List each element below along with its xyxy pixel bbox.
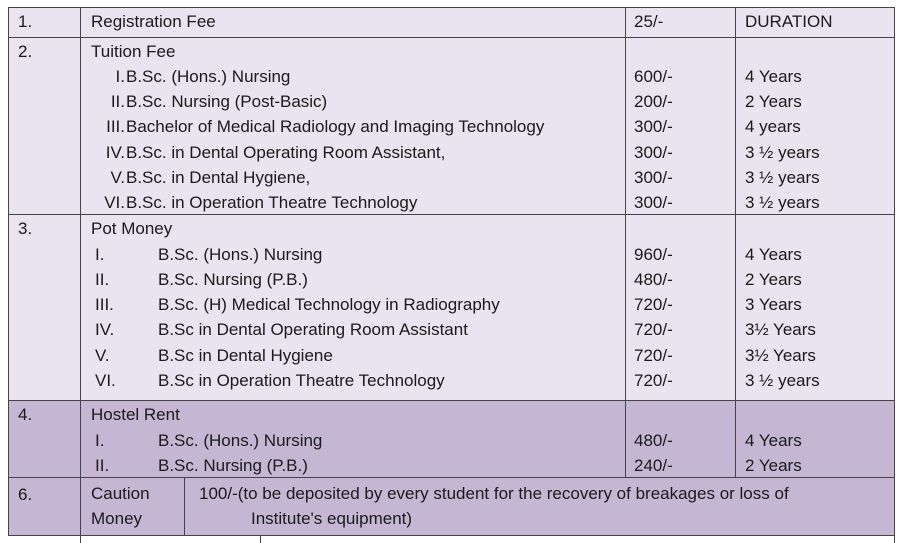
row-title: Registration Fee [91, 12, 216, 31]
item-number: II. [95, 456, 110, 475]
row-amount: 25/- [634, 12, 664, 31]
item-number: I. [115, 67, 125, 86]
duration-header: DURATION [745, 12, 833, 31]
item-name: Bachelor of Medical Radiology and Imaging Technology [126, 117, 545, 136]
caution-text-line1: 100/-(to be deposited by every student for the recovery of breakages or loss of [199, 484, 789, 503]
row-number: 4. [18, 405, 33, 424]
item-amount: 480/- [634, 270, 673, 289]
item-number: IV. [95, 320, 115, 339]
item-name: B.Sc. in Dental Hygiene, [126, 168, 311, 187]
item-duration: 4 years [745, 117, 801, 136]
item-name: B.Sc in Dental Operating Room Assistant [158, 320, 468, 339]
item-duration: 3 Years [745, 295, 802, 314]
row-number: 2. [18, 42, 33, 61]
item-name: B.Sc. in Dental Operating Room Assistant, [126, 143, 446, 162]
item-number: VI. [104, 193, 125, 212]
item-number: V. [95, 346, 110, 365]
item-number: II. [95, 270, 110, 289]
fee-row-pot-money [8, 214, 895, 400]
row-title: Hostel Rent [91, 405, 180, 424]
item-name: B.Sc. Nursing (P.B.) [158, 456, 308, 475]
fee-row-hostel-rent [8, 400, 895, 477]
table-divider [260, 535, 261, 543]
item-duration: 2 Years [745, 270, 802, 289]
item-name: B.Sc. in Operation Theatre Technology [126, 193, 418, 212]
row-number: 3. [18, 219, 33, 238]
row-number: 6. [18, 485, 33, 504]
item-duration: 3 ½ years [745, 193, 820, 212]
item-duration: 3½ Years [745, 320, 816, 339]
item-duration: 4 Years [745, 431, 802, 450]
item-number: III. [95, 295, 114, 314]
item-duration: 3½ Years [745, 346, 816, 365]
item-number: II. [110, 92, 125, 111]
item-amount: 720/- [634, 346, 673, 365]
item-name: B.Sc. (Hons.) Nursing [158, 245, 323, 264]
item-duration: 3 ½ years [745, 143, 820, 162]
item-name: B.Sc in Operation Theatre Technology [158, 371, 445, 390]
fee-row-tuition [8, 37, 895, 214]
table-divider [80, 535, 81, 543]
item-number: IV. [105, 143, 125, 162]
item-duration: 4 Years [745, 67, 802, 86]
item-number: III. [106, 117, 125, 136]
item-number: I. [95, 431, 105, 450]
item-name: B.Sc. Nursing (Post-Basic) [126, 92, 328, 111]
item-duration: 2 Years [745, 92, 802, 111]
item-name: B.Sc. Nursing (P.B.) [158, 270, 308, 289]
item-duration: 2 Years [745, 456, 802, 475]
table-divider [894, 535, 895, 543]
item-amount: 720/- [634, 295, 673, 314]
row-title: Pot Money [91, 219, 173, 238]
item-amount: 720/- [634, 320, 673, 339]
item-amount: 300/- [634, 193, 673, 212]
item-duration: 3 ½ years [745, 168, 820, 187]
fee-row-caution-money [8, 477, 895, 535]
item-number: I. [95, 245, 105, 264]
item-amount: 300/- [634, 143, 673, 162]
item-amount: 600/- [634, 67, 673, 86]
item-amount: 960/- [634, 245, 673, 264]
item-amount: 300/- [634, 168, 673, 187]
table-bottom-border [8, 535, 895, 536]
item-duration: 3 ½ years [745, 371, 820, 390]
caution-text-line2: Institute's equipment) [251, 509, 413, 528]
item-name: B.Sc. (Hons.) Nursing [126, 67, 291, 86]
row-title-line2: Money [91, 509, 143, 528]
fee-row-registration [8, 7, 895, 37]
item-name: B.Sc. (Hons.) Nursing [158, 431, 323, 450]
row-title: Tuition Fee [91, 42, 176, 61]
item-name: B.Sc in Dental Hygiene [158, 346, 333, 365]
item-amount: 480/- [634, 431, 673, 450]
item-amount: 200/- [634, 92, 673, 111]
item-amount: 300/- [634, 117, 673, 136]
row-number: 1. [18, 12, 33, 31]
row-title-line1: Caution [91, 484, 150, 503]
item-number: V. [110, 168, 125, 187]
item-amount: 720/- [634, 371, 673, 390]
item-name: B.Sc. (H) Medical Technology in Radiography [158, 295, 500, 314]
item-number: VI. [95, 371, 116, 390]
item-duration: 4 Years [745, 245, 802, 264]
item-amount: 240/- [634, 456, 673, 475]
